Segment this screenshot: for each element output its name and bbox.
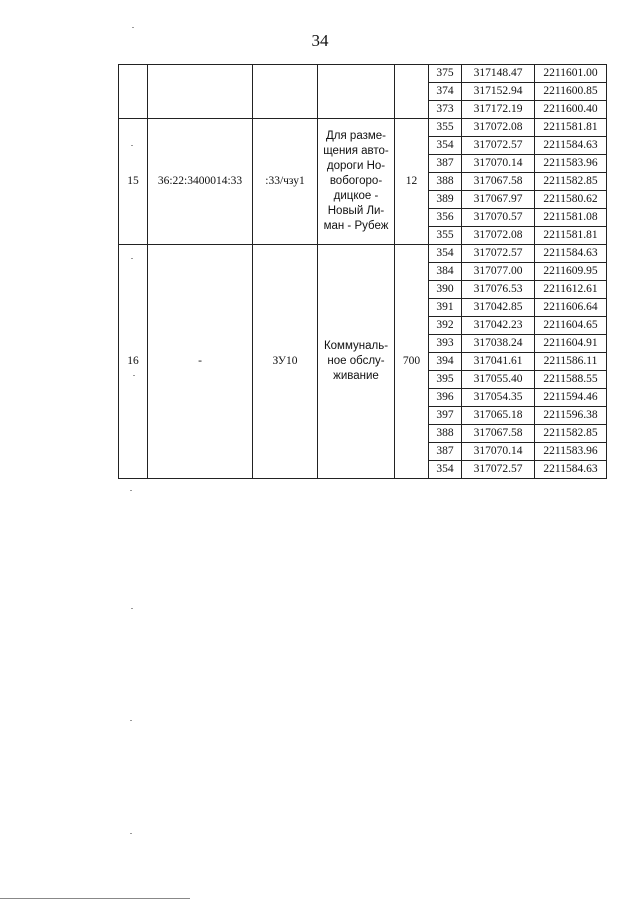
point-number: 396 [429, 389, 462, 407]
coord-y: 2211586.11 [535, 353, 607, 371]
coord-x: 317172.19 [462, 101, 535, 119]
coord-x: 317076.53 [462, 281, 535, 299]
point-number: 356 [429, 209, 462, 227]
coord-y: 2211582.85 [535, 173, 607, 191]
coord-x: 317072.57 [462, 137, 535, 155]
point-number: 388 [429, 425, 462, 443]
coord-x: 317038.24 [462, 335, 535, 353]
point-number: 390 [429, 281, 462, 299]
coord-y: 2211580.62 [535, 191, 607, 209]
coord-y: 2211612.61 [535, 281, 607, 299]
coord-x: 317055.40 [462, 371, 535, 389]
point-number: 388 [429, 173, 462, 191]
designation-cell [253, 65, 318, 119]
cadastral-number-cell: - [148, 245, 253, 479]
point-number: 387 [429, 155, 462, 173]
permitted-use-cell [318, 65, 395, 119]
row-number-cell [119, 65, 148, 119]
point-number: 391 [429, 299, 462, 317]
footer-rule [0, 898, 190, 899]
point-number: 355 [429, 119, 462, 137]
coord-x: 317148.47 [462, 65, 535, 83]
table-row [119, 245, 607, 263]
point-number: 384 [429, 263, 462, 281]
row-number-cell: 16 [119, 245, 148, 479]
coord-x: 317067.97 [462, 191, 535, 209]
point-number: 354 [429, 245, 462, 263]
coord-y: 2211604.65 [535, 317, 607, 335]
coord-x: 317070.14 [462, 443, 535, 461]
scan-speck [130, 720, 132, 721]
point-number: 354 [429, 137, 462, 155]
coord-x: 317065.18 [462, 407, 535, 425]
coord-y: 2211584.63 [535, 461, 607, 479]
point-number: 389 [429, 191, 462, 209]
area-cell: 700 [395, 245, 429, 479]
scan-speck [130, 490, 132, 491]
point-number: 394 [429, 353, 462, 371]
scan-speck [130, 833, 132, 834]
coord-x: 317067.58 [462, 173, 535, 191]
page-number: 34 [311, 31, 329, 50]
permitted-use-cell: Для разме-щения авто-дороги Но-вобогоро-дицкое - Новый Ли-ман - Рубеж [318, 119, 395, 245]
coord-y: 2211594.46 [535, 389, 607, 407]
scan-speck [131, 258, 133, 259]
coord-y: 2211600.85 [535, 83, 607, 101]
row-number-cell: 15 [119, 119, 148, 245]
point-number: 395 [429, 371, 462, 389]
scan-speck [131, 608, 133, 609]
scan-speck [131, 145, 133, 146]
designation-cell: ЗУ10 [253, 245, 318, 479]
coord-x: 317072.08 [462, 227, 535, 245]
point-number: 375 [429, 65, 462, 83]
coord-x: 317070.57 [462, 209, 535, 227]
table-row [119, 65, 607, 83]
coord-x: 317072.57 [462, 245, 535, 263]
coord-x: 317077.00 [462, 263, 535, 281]
coord-x: 317072.08 [462, 119, 535, 137]
permitted-use-cell: Коммуналь-ное обслу-живание [318, 245, 395, 479]
table-row [119, 119, 607, 137]
coord-y: 2211581.81 [535, 119, 607, 137]
point-number: 373 [429, 101, 462, 119]
coord-x: 317042.23 [462, 317, 535, 335]
table-body [119, 65, 607, 479]
coord-y: 2211601.00 [535, 65, 607, 83]
coord-y: 2211588.55 [535, 371, 607, 389]
coord-x: 317070.14 [462, 155, 535, 173]
point-number: 387 [429, 443, 462, 461]
coord-y: 2211604.91 [535, 335, 607, 353]
designation-cell: :33/чзу1 [253, 119, 318, 245]
coord-y: 2211583.96 [535, 443, 607, 461]
coord-x: 317041.61 [462, 353, 535, 371]
coord-y: 2211581.81 [535, 227, 607, 245]
point-number: 393 [429, 335, 462, 353]
coord-x: 317042.85 [462, 299, 535, 317]
coord-y: 2211582.85 [535, 425, 607, 443]
coord-x: 317072.57 [462, 461, 535, 479]
coord-y: 2211584.63 [535, 245, 607, 263]
coord-x: 317152.94 [462, 83, 535, 101]
point-number: 374 [429, 83, 462, 101]
point-number: 397 [429, 407, 462, 425]
scan-speck [132, 27, 134, 28]
coordinates-table [118, 64, 607, 479]
coord-x: 317067.58 [462, 425, 535, 443]
coord-y: 2211581.08 [535, 209, 607, 227]
cadastral-number-cell: 36:22:3400014:33 [148, 119, 253, 245]
coord-x: 317054.35 [462, 389, 535, 407]
coord-y: 2211584.63 [535, 137, 607, 155]
coord-y: 2211606.64 [535, 299, 607, 317]
point-number: 355 [429, 227, 462, 245]
scan-speck [133, 375, 135, 376]
coord-y: 2211609.95 [535, 263, 607, 281]
area-cell: 12 [395, 119, 429, 245]
point-number: 354 [429, 461, 462, 479]
area-cell [395, 65, 429, 119]
coord-y: 2211596.38 [535, 407, 607, 425]
coord-y: 2211583.96 [535, 155, 607, 173]
coord-y: 2211600.40 [535, 101, 607, 119]
cadastral-number-cell [148, 65, 253, 119]
point-number: 392 [429, 317, 462, 335]
